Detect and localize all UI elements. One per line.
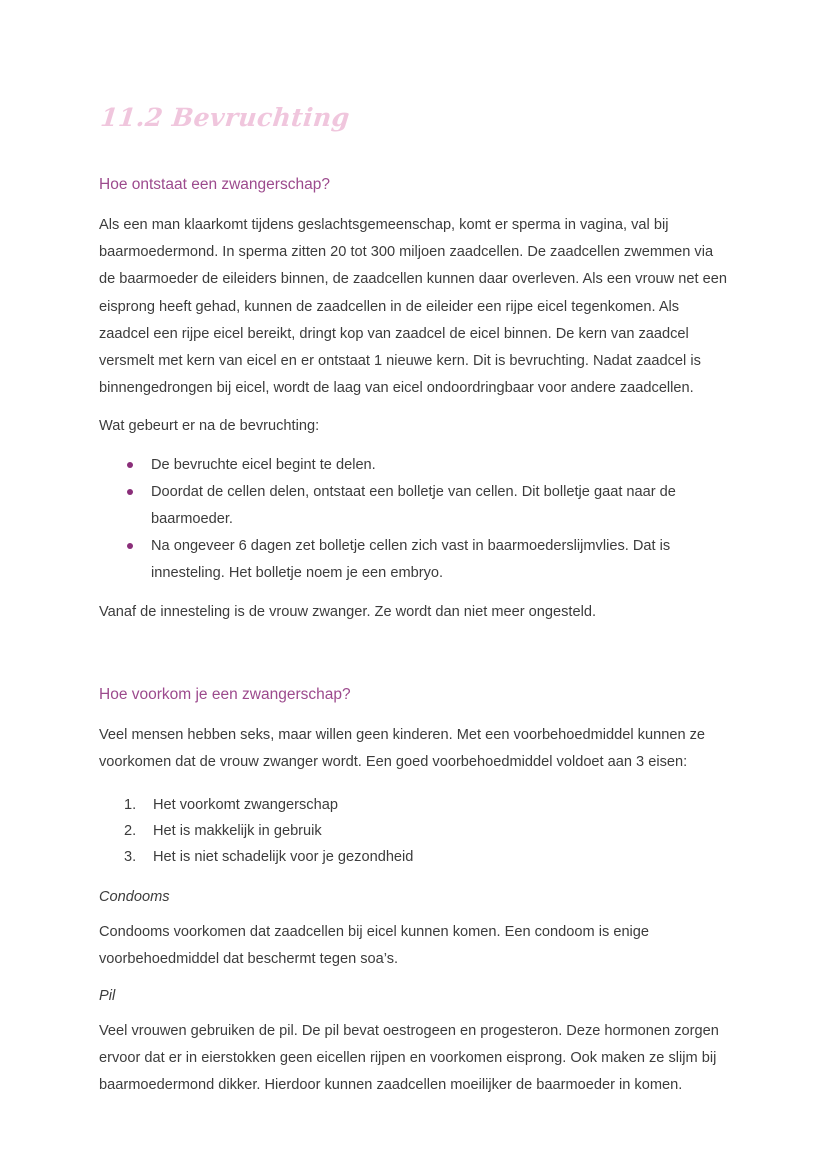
bullet-icon [127, 489, 133, 495]
spacer [99, 908, 733, 919]
list-item [99, 533, 733, 587]
list-item-label: Doordat de cellen delen, ontstaat een bolletje van cellen. Dit bolletje gaat naar de baarmoeder. [151, 483, 676, 528]
spacer [99, 974, 733, 985]
list-item [99, 792, 733, 818]
section-heading-hoe-voorkom-je-een-zwangerschap: Hoe voorkom je een zwangerschap? [99, 685, 351, 703]
list-item-number: 2. [124, 823, 137, 840]
page-title: 11.2 Bevruchting [99, 103, 352, 132]
spacer [99, 441, 733, 452]
list-item-label: Het is makkelijk in gebruik [153, 823, 322, 840]
spacer [99, 1007, 733, 1018]
spacer [99, 402, 733, 413]
section-heading-hoe-ontstaat-een-zwangerschap: Hoe ontstaat een zwangerschap? [99, 176, 330, 193]
list-item-label: De bevruchte eicel begint te delen. [151, 456, 376, 473]
list-item [99, 844, 733, 870]
list-item [99, 452, 733, 479]
spacer [99, 706, 733, 722]
paragraph-voorbehoedmiddel-intro: Veel mensen hebben seks, maar willen geen kinderen. Met een voorbehoedmiddel kunnen ze voorkomen dat de vrouw zwanger wordt. Een goed voorbehoedmiddel voldoet aan 3 eisen: [99, 726, 706, 771]
list-item [99, 818, 733, 844]
paragraph-wat-gebeurt-er: Wat gebeurt er na de bevruchting: [99, 418, 320, 435]
spacer [99, 626, 733, 684]
bullet-icon [127, 543, 133, 549]
paragraph-vanaf-innesteling: Vanaf de innesteling is de vrouw zwanger. Ze wordt dan niet meer ongesteld. [99, 603, 597, 620]
spacer [99, 588, 733, 599]
list-item-number: 1. [124, 797, 137, 814]
paragraph-condooms: Condooms voorkomen dat zaadcellen bij eicel kunnen komen. Een condoom is enige voorbehoedmiddel dat beschermt tegen soa’s. [99, 924, 650, 968]
subheading-condooms: Condooms [99, 889, 170, 906]
list-item-label: Het voorkomt zwangerschap [153, 797, 338, 814]
list-item-number: 3. [124, 849, 137, 866]
subheading-pil: Pil [99, 987, 116, 1004]
list-item [99, 479, 733, 533]
spacer [99, 776, 733, 792]
bullet-list-na-bevruchting [99, 452, 733, 588]
bullet-icon [127, 462, 133, 468]
list-item-label: Het is niet schadelijk voor je gezondheid [153, 849, 414, 866]
spacer [99, 133, 733, 155]
paragraph-pil: Veel vrouwen gebruiken de pil. De pil bevat oestrogeen en progesteron. Deze hormonen zorgen ervoor dat er in eierstokken geen eicellen rijpen en voorkomen eisprong. Ook maken ze slijm bij baarmoedermond dikker. Hierdoor kunnen zaadcellen moeilijker de baarmoeder in komen. [99, 1022, 719, 1094]
paragraph-bevruchting-uitleg: Als een man klaarkomt tijdens geslachtsgemeenschap, komt er sperma in vagina, val bij baarmoedermond. In sperma zitten 20 tot 300 miljoen zaadcellen. De zaadcellen zwemmen via de baarmoeder de eileiders binnen, de zaadcellen kunnen daar overleven. Als een vrouw net een eisprong heeft gehad, kunnen de zaadcellen in de eileider een rijpe eicel tegenkomen. Als zaadcel een rijpe eicel bereikt, dringt kop van zaadcel de eicel binnen. De kern van zaadcel versmelt met kern van eicel en er ontstaat 1 nieuwe kern. Dit is bevruchting. Nadat zaadcel is binnengedrongen bij eicel, wordt de laag van eicel ondoordringbaar voor andere zaadcellen. [99, 217, 727, 397]
spacer [99, 870, 733, 886]
spacer [99, 196, 733, 212]
document-body [99, 0, 733, 1099]
list-item-label: Na ongeveer 6 dagen zet bolletje cellen zich vast in baarmoederslijmvlies. Dat is innesteling. Het bolletje noem je een embryo. [151, 538, 671, 582]
numbered-list-eisen [99, 792, 733, 870]
